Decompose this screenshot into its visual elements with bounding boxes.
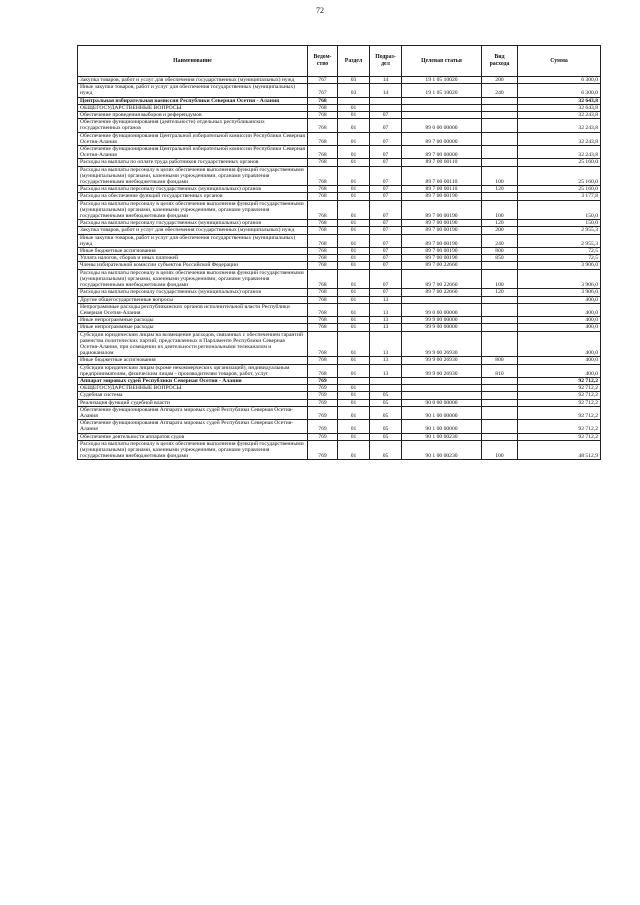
table-row — [78, 220, 601, 227]
table-body — [78, 77, 601, 460]
cell-target: 89 7 00 00190 — [402, 255, 482, 262]
cell-subsection — [370, 97, 402, 104]
cell-dept: 768 — [308, 104, 338, 111]
cell-type: 120 — [482, 186, 518, 193]
cell-type — [482, 303, 518, 316]
cell-name: Члены избирательной комиссии субъектов Российской Федерации — [78, 262, 308, 269]
cell-sum: 92 712,2 — [518, 433, 601, 440]
cell-target: 89 7 00 22660 — [402, 269, 482, 289]
cell-section: 03 — [338, 77, 370, 84]
cell-name: Другие общегосударственные вопросы — [78, 296, 308, 303]
cell-target: 90 1 00 00230 — [402, 440, 482, 460]
table-row — [78, 186, 601, 193]
table-row — [78, 262, 601, 269]
cell-name: Уплата налогов, сборов и иных платежей — [78, 255, 308, 262]
cell-name: Обеспечение функционирования Центральной избирательной комиссии Республики Северная Осетия-Алания — [78, 132, 308, 145]
cell-target: 89 7 00 00110 — [402, 166, 482, 186]
cell-name: Закупка товаров, работ и услуг для обеспечения государственных (муниципальных) нужд — [78, 77, 308, 84]
cell-type — [482, 296, 518, 303]
cell-dept: 768 — [308, 317, 338, 324]
cell-subsection: 13 — [370, 324, 402, 331]
cell-dept: 769 — [308, 406, 338, 419]
cell-dept: 768 — [308, 193, 338, 200]
cell-type — [482, 119, 518, 132]
cell-target: 90 1 00 00000 — [402, 406, 482, 419]
cell-section: 01 — [338, 112, 370, 119]
cell-name: Закупка товаров, работ и услуг для обеспечения государственных (муниципальных) нужд — [78, 227, 308, 234]
cell-subsection: 07 — [370, 200, 402, 220]
cell-target: 89 7 00 00000 — [402, 146, 482, 159]
cell-dept: 769 — [308, 385, 338, 392]
cell-subsection: 07 — [370, 248, 402, 255]
cell-sum: 3 906,0 — [518, 269, 601, 289]
table-row — [78, 200, 601, 220]
cell-dept: 768 — [308, 324, 338, 331]
cell-target — [402, 112, 482, 119]
cell-subsection: 05 — [370, 433, 402, 440]
cell-section: 01 — [338, 159, 370, 166]
cell-target: 99 9 00 00000 — [402, 317, 482, 324]
cell-section: 01 — [338, 186, 370, 193]
header-name: Наименование — [78, 46, 308, 77]
cell-sum: 92 712,2 — [518, 385, 601, 392]
cell-name: Иные непрограммные расходы — [78, 324, 308, 331]
cell-sum: 400,0 — [518, 324, 601, 331]
cell-type — [482, 385, 518, 392]
cell-type: 240 — [482, 234, 518, 247]
budget-table — [77, 45, 601, 460]
cell-subsection: 07 — [370, 166, 402, 186]
cell-section: 01 — [338, 392, 370, 399]
cell-type — [482, 324, 518, 331]
cell-target: 89 7 00 22660 — [402, 262, 482, 269]
cell-dept: 768 — [308, 262, 338, 269]
cell-sum: 150,0 — [518, 220, 601, 227]
cell-section: 01 — [338, 146, 370, 159]
cell-type: 200 — [482, 227, 518, 234]
table-row — [78, 289, 601, 296]
cell-dept: 769 — [308, 392, 338, 399]
cell-dept: 768 — [308, 146, 338, 159]
table-row — [78, 433, 601, 440]
table-row — [78, 317, 601, 324]
table-row — [78, 269, 601, 289]
cell-sum: 32 643,8 — [518, 104, 601, 111]
cell-target — [402, 97, 482, 104]
cell-sum: 92 712,2 — [518, 406, 601, 419]
cell-dept: 768 — [308, 255, 338, 262]
cell-type — [482, 262, 518, 269]
cell-name: Субсидии юридическим лицам на возмещение расходов, связанных с обеспечением гарантий равенства политических партий, представленных в Парламенте Республики Северная Осетия-Алания, при освещении их деятельности региональными телеканалом и радиоканалом — [78, 331, 308, 357]
cell-subsection: 07 — [370, 227, 402, 234]
header-sum: Сумма — [518, 46, 601, 77]
cell-subsection: 07 — [370, 289, 402, 296]
cell-dept: 769 — [308, 377, 338, 384]
cell-name: Расходы на выплаты персоналу в целях обеспечения выполнения функций государственными (муниципальными) органами, казенными учреждениями, органами управления государственными внебюджетными фондами — [78, 269, 308, 289]
cell-sum: 25 160,0 — [518, 186, 601, 193]
cell-target: 19 1 05 10020 — [402, 84, 482, 97]
cell-target: 89 7 00 00190 — [402, 227, 482, 234]
cell-subsection: 07 — [370, 186, 402, 193]
cell-sum: 92 712,2 — [518, 420, 601, 433]
cell-subsection: 05 — [370, 399, 402, 406]
table-row — [78, 377, 601, 384]
cell-sum: 6 300,0 — [518, 77, 601, 84]
cell-name: Расходы на выплаты персоналу государственных (муниципальных) органов — [78, 186, 308, 193]
cell-sum: 32 643,8 — [518, 97, 601, 104]
cell-target: 90 0 00 00000 — [402, 399, 482, 406]
cell-subsection — [370, 385, 402, 392]
cell-type: 100 — [482, 269, 518, 289]
cell-target: 99 9 00 26930 — [402, 357, 482, 364]
cell-name: Обеспечение деятельности аппаратов судов — [78, 433, 308, 440]
cell-dept: 768 — [308, 269, 338, 289]
cell-sum: 92 712,2 — [518, 377, 601, 384]
table-row — [78, 324, 601, 331]
cell-subsection: 07 — [370, 234, 402, 247]
cell-dept: 769 — [308, 420, 338, 433]
cell-name: Расходы на обеспечение функций государственных органов — [78, 193, 308, 200]
cell-dept: 768 — [308, 166, 338, 186]
table-row — [78, 255, 601, 262]
cell-dept: 768 — [308, 112, 338, 119]
cell-dept: 768 — [308, 159, 338, 166]
cell-type: 240 — [482, 84, 518, 97]
cell-target: 89 7 00 00190 — [402, 248, 482, 255]
cell-subsection: 07 — [370, 119, 402, 132]
cell-name: Центральная избирательная комиссия Республики Северная Осетия - Алания — [78, 97, 308, 104]
cell-dept: 768 — [308, 364, 338, 377]
cell-dept: 768 — [308, 227, 338, 234]
cell-section: 01 — [338, 193, 370, 200]
cell-subsection: 07 — [370, 262, 402, 269]
cell-subsection: 07 — [370, 159, 402, 166]
cell-sum: 150,0 — [518, 200, 601, 220]
cell-section: 01 — [338, 200, 370, 220]
table-row — [78, 385, 601, 392]
cell-sum: 32 243,8 — [518, 119, 601, 132]
cell-target: 89 7 00 00110 — [402, 159, 482, 166]
cell-section: 01 — [338, 269, 370, 289]
table-row — [78, 112, 601, 119]
cell-section: 01 — [338, 255, 370, 262]
cell-target: 89 7 00 00000 — [402, 132, 482, 145]
cell-type: 100 — [482, 200, 518, 220]
cell-section: 01 — [338, 433, 370, 440]
table-header-row — [78, 46, 601, 77]
cell-dept: 767 — [308, 77, 338, 84]
cell-subsection: 07 — [370, 220, 402, 227]
cell-sum: 400,0 — [518, 364, 601, 377]
cell-type — [482, 159, 518, 166]
table-row — [78, 84, 601, 97]
cell-section: 01 — [338, 420, 370, 433]
cell-target — [402, 392, 482, 399]
table-row — [78, 303, 601, 316]
cell-subsection: 07 — [370, 112, 402, 119]
cell-sum: 25 160,0 — [518, 166, 601, 186]
table-row — [78, 227, 601, 234]
cell-target: 19 1 05 10020 — [402, 77, 482, 84]
header-type: Вид расхода — [482, 46, 518, 77]
cell-section: 01 — [338, 399, 370, 406]
cell-dept: 768 — [308, 248, 338, 255]
cell-subsection: 13 — [370, 357, 402, 364]
page-number: 72 — [316, 6, 324, 15]
cell-type — [482, 433, 518, 440]
cell-target: 89 7 00 00190 — [402, 200, 482, 220]
cell-sum: 400,0 — [518, 331, 601, 357]
cell-name: Обеспечение проведения выборов и референдумов — [78, 112, 308, 119]
table-row — [78, 406, 601, 419]
cell-subsection: 07 — [370, 193, 402, 200]
table-row — [78, 248, 601, 255]
cell-type — [482, 193, 518, 200]
cell-section: 01 — [338, 104, 370, 111]
cell-name: Реализация функций судебной власти — [78, 399, 308, 406]
cell-sum: 400,0 — [518, 296, 601, 303]
cell-dept: 769 — [308, 433, 338, 440]
cell-section: 01 — [338, 119, 370, 132]
table-row — [78, 159, 601, 166]
cell-section: 01 — [338, 357, 370, 364]
cell-section: 01 — [338, 220, 370, 227]
table-row — [78, 440, 601, 460]
cell-sum: 48 512,9 — [518, 440, 601, 460]
cell-sum: 72,5 — [518, 248, 601, 255]
cell-sum: 2 955,3 — [518, 234, 601, 247]
cell-type — [482, 420, 518, 433]
cell-subsection: 07 — [370, 132, 402, 145]
cell-name: Иные закупки товаров, работ и услуг для обеспечения государственных (муниципальных) нужд — [78, 84, 308, 97]
cell-target: 90 1 00 00230 — [402, 433, 482, 440]
cell-target: 89 7 00 22660 — [402, 289, 482, 296]
cell-dept: 768 — [308, 289, 338, 296]
cell-sum: 32 243,8 — [518, 112, 601, 119]
cell-sum: 92 712,2 — [518, 399, 601, 406]
cell-target: 99 9 00 26930 — [402, 364, 482, 377]
cell-name: ОБЩЕГОСУДАРСТВЕННЫЕ ВОПРОСЫ — [78, 385, 308, 392]
table-row — [78, 399, 601, 406]
cell-dept: 768 — [308, 234, 338, 247]
cell-section: 01 — [338, 166, 370, 186]
cell-section: 01 — [338, 132, 370, 145]
cell-subsection: 14 — [370, 84, 402, 97]
cell-name: Расходы на выплаты персоналу в целях обеспечения выполнения функций государственными (муниципальными) органами, казенными учреждениями, органами управления государственными внебюджетными фондами — [78, 440, 308, 460]
table-row — [78, 420, 601, 433]
cell-subsection: 13 — [370, 364, 402, 377]
cell-sum: 72,5 — [518, 255, 601, 262]
cell-dept: 769 — [308, 399, 338, 406]
cell-section: 01 — [338, 324, 370, 331]
cell-dept: 768 — [308, 296, 338, 303]
cell-dept: 768 — [308, 119, 338, 132]
cell-sum: 32 243,8 — [518, 146, 601, 159]
cell-type — [482, 392, 518, 399]
table-row — [78, 97, 601, 104]
cell-type — [482, 406, 518, 419]
cell-dept: 768 — [308, 331, 338, 357]
cell-section: 01 — [338, 303, 370, 316]
cell-section: 01 — [338, 248, 370, 255]
cell-subsection: 07 — [370, 146, 402, 159]
cell-sum: 25 160,0 — [518, 159, 601, 166]
cell-name: Расходы на выплаты персоналу государственных (муниципальных) органов — [78, 220, 308, 227]
cell-target — [402, 377, 482, 384]
cell-name: Субсидии юридическим лицам (кроме некоммерческих организаций), индивидуальным предпринимателям, физическим лицам - производителям товаров, работ, услуг — [78, 364, 308, 377]
cell-section: 01 — [338, 331, 370, 357]
cell-dept: 768 — [308, 200, 338, 220]
cell-dept: 769 — [308, 440, 338, 460]
cell-section: 01 — [338, 262, 370, 269]
cell-name: Иные бюджетные ассигнования — [78, 248, 308, 255]
cell-subsection: 14 — [370, 77, 402, 84]
cell-name: Иные бюджетные ассигнования — [78, 357, 308, 364]
cell-section: 01 — [338, 317, 370, 324]
cell-name: Расходы на выплаты персоналу в целях обеспечения выполнения функций государственными (муниципальными) органами, казенными учреждениями, органами управления государственными внебюджетными фондами — [78, 200, 308, 220]
cell-section: 01 — [338, 289, 370, 296]
cell-type — [482, 97, 518, 104]
cell-name: Судебная система — [78, 392, 308, 399]
header-target: Целевая статья — [402, 46, 482, 77]
cell-name: Обеспечение функционирования (деятельности) отдельных республиканских государственных органов — [78, 119, 308, 132]
cell-type: 100 — [482, 166, 518, 186]
cell-dept: 768 — [308, 357, 338, 364]
cell-type — [482, 377, 518, 384]
cell-sum: 32 243,8 — [518, 132, 601, 145]
cell-subsection: 07 — [370, 255, 402, 262]
cell-target: 89 7 00 00190 — [402, 234, 482, 247]
cell-section — [338, 377, 370, 384]
table-row — [78, 357, 601, 364]
cell-type: 120 — [482, 289, 518, 296]
cell-section: 01 — [338, 296, 370, 303]
table-row — [78, 166, 601, 186]
cell-type: 800 — [482, 357, 518, 364]
header-section: Раздел — [338, 46, 370, 77]
cell-name: Иные закупки товаров, работ и услуг для обеспечения государственных (муниципальных) нужд — [78, 234, 308, 247]
cell-name: Расходы на выплаты персоналу государственных (муниципальных) органов — [78, 289, 308, 296]
cell-subsection: 05 — [370, 440, 402, 460]
cell-sum: 2 955,3 — [518, 227, 601, 234]
cell-section: 01 — [338, 364, 370, 377]
cell-target: 89 0 00 00000 — [402, 119, 482, 132]
cell-section: 01 — [338, 227, 370, 234]
cell-dept: 767 — [308, 84, 338, 97]
cell-subsection — [370, 377, 402, 384]
cell-subsection: 13 — [370, 303, 402, 316]
cell-type: 850 — [482, 255, 518, 262]
table-row — [78, 234, 601, 247]
cell-name: Обеспечение функционирования Центральной избирательной комиссии Республики Северная Осетия-Алания — [78, 146, 308, 159]
cell-type — [482, 112, 518, 119]
header-subsection: Подраз- дел — [370, 46, 402, 77]
cell-target: 99 9 00 00000 — [402, 324, 482, 331]
cell-section — [338, 97, 370, 104]
table-row — [78, 331, 601, 357]
table-row — [78, 392, 601, 399]
cell-target: 90 1 00 00000 — [402, 420, 482, 433]
cell-type: 120 — [482, 220, 518, 227]
cell-type — [482, 317, 518, 324]
cell-name: Обеспечение функционирования Аппарата мировых судей Республики Северная Осетия-Алания — [78, 420, 308, 433]
cell-name: Аппарат мировых судей Республики Северная Осетия - Алания — [78, 377, 308, 384]
cell-subsection: 13 — [370, 296, 402, 303]
cell-target — [402, 296, 482, 303]
cell-section: 01 — [338, 234, 370, 247]
cell-type — [482, 104, 518, 111]
cell-type: 100 — [482, 440, 518, 460]
cell-sum: 3 906,0 — [518, 262, 601, 269]
cell-sum: 6 300,0 — [518, 84, 601, 97]
cell-target: 89 7 00 00190 — [402, 220, 482, 227]
cell-dept: 768 — [308, 132, 338, 145]
cell-name: Непрограммные расходы республиканских органов исполнительной власти Республики Северная Осетия-Алания — [78, 303, 308, 316]
cell-subsection: 05 — [370, 406, 402, 419]
cell-sum: 400,0 — [518, 317, 601, 324]
cell-subsection: 07 — [370, 269, 402, 289]
header-dept: Ведом- ство — [308, 46, 338, 77]
cell-target: 89 7 00 00190 — [402, 193, 482, 200]
cell-type: 810 — [482, 364, 518, 377]
cell-name: Расходы на выплаты персоналу в целях обеспечения выполнения функций государственными (муниципальными) органами, казенными учреждениями, органами управления государственными внебюджетными фондами — [78, 166, 308, 186]
cell-target: 99 9 00 26930 — [402, 331, 482, 357]
table-row — [78, 193, 601, 200]
cell-section: 01 — [338, 385, 370, 392]
cell-type — [482, 146, 518, 159]
cell-target: 89 7 00 00110 — [402, 186, 482, 193]
table-row — [78, 132, 601, 145]
cell-section: 03 — [338, 84, 370, 97]
cell-subsection: 13 — [370, 331, 402, 357]
cell-section: 01 — [338, 440, 370, 460]
table-row — [78, 119, 601, 132]
cell-type: 800 — [482, 248, 518, 255]
cell-name: Иные непрограммные расходы — [78, 317, 308, 324]
cell-type: 200 — [482, 77, 518, 84]
cell-sum: 3 906,0 — [518, 289, 601, 296]
cell-type — [482, 132, 518, 145]
cell-type — [482, 399, 518, 406]
cell-section: 01 — [338, 406, 370, 419]
cell-dept: 768 — [308, 303, 338, 316]
table-row — [78, 77, 601, 84]
cell-name: Расходы на выплаты по оплате труда работников государственных органов — [78, 159, 308, 166]
table-row — [78, 104, 601, 111]
cell-dept: 768 — [308, 220, 338, 227]
cell-dept: 768 — [308, 186, 338, 193]
cell-subsection: 13 — [370, 317, 402, 324]
cell-subsection — [370, 104, 402, 111]
table-row — [78, 296, 601, 303]
cell-name: Обеспечение функционирования Аппарата мировых судей Республики Северная Осетия-Алания — [78, 406, 308, 419]
cell-subsection: 05 — [370, 420, 402, 433]
cell-sum: 400,0 — [518, 303, 601, 316]
cell-type — [482, 331, 518, 357]
cell-target — [402, 104, 482, 111]
cell-sum: 400,0 — [518, 357, 601, 364]
table-row — [78, 364, 601, 377]
cell-target — [402, 385, 482, 392]
cell-name: ОБЩЕГОСУДАРСТВЕННЫЕ ВОПРОСЫ — [78, 104, 308, 111]
cell-sum: 3 177,8 — [518, 193, 601, 200]
cell-dept: 768 — [308, 97, 338, 104]
cell-subsection: 05 — [370, 392, 402, 399]
cell-target: 99 0 00 00000 — [402, 303, 482, 316]
table-row — [78, 146, 601, 159]
cell-sum: 92 712,2 — [518, 392, 601, 399]
